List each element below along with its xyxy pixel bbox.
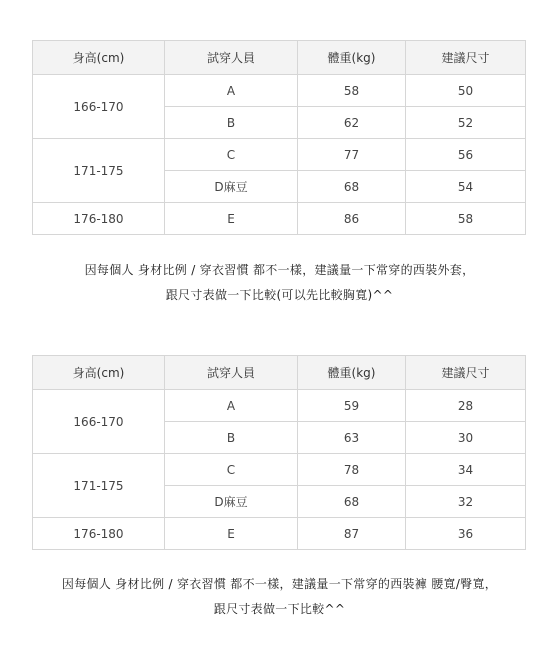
height-cell: 171-175: [33, 454, 165, 518]
person-cell: A: [165, 75, 298, 107]
table-row: [33, 518, 526, 550]
size-cell: 56: [406, 139, 526, 171]
size-cell: 58: [406, 203, 526, 235]
person-cell: E: [165, 518, 298, 550]
weight-cell: 77: [298, 139, 406, 171]
size-note-pants: [0, 572, 559, 622]
height-cell: 176-180: [33, 518, 165, 550]
height-cell: 166-170: [33, 390, 165, 454]
header-person: 試穿人員: [165, 356, 298, 390]
person-cell: D麻豆: [165, 486, 298, 518]
table-row: [33, 75, 526, 107]
size-note-jacket: [0, 258, 559, 308]
table-row: [33, 139, 526, 171]
height-cell: 166-170: [33, 75, 165, 139]
note-line: 跟尺寸表做一下比較(可以先比較胸寬)^^: [165, 288, 394, 302]
height-cell: 171-175: [33, 139, 165, 203]
header-person: 試穿人員: [165, 41, 298, 75]
size-cell: 30: [406, 422, 526, 454]
table-header-row: [33, 356, 526, 390]
weight-cell: 68: [298, 486, 406, 518]
person-cell: A: [165, 390, 298, 422]
header-height: 身高(cm): [33, 356, 165, 390]
weight-cell: 59: [298, 390, 406, 422]
person-cell: D麻豆: [165, 171, 298, 203]
table-row: [33, 203, 526, 235]
size-cell: 52: [406, 107, 526, 139]
size-cell: 54: [406, 171, 526, 203]
weight-cell: 87: [298, 518, 406, 550]
person-cell: C: [165, 454, 298, 486]
table-header-row: [33, 41, 526, 75]
weight-cell: 68: [298, 171, 406, 203]
note-line: 因每個人 身材比例 / 穿衣習慣 都不一樣，建議量一下常穿的西裝外套，: [84, 263, 475, 277]
header-weight: 體重(kg): [298, 356, 406, 390]
height-cell: 176-180: [33, 203, 165, 235]
table-row: [33, 390, 526, 422]
person-cell: B: [165, 422, 298, 454]
header-size: 建議尺寸: [406, 41, 526, 75]
weight-cell: 63: [298, 422, 406, 454]
table-row: [33, 454, 526, 486]
size-table-jacket: [32, 40, 526, 235]
size-table-pants: [32, 355, 526, 550]
header-size: 建議尺寸: [406, 356, 526, 390]
header-height: 身高(cm): [33, 41, 165, 75]
person-cell: B: [165, 107, 298, 139]
size-cell: 32: [406, 486, 526, 518]
note-line: 跟尺寸表做一下比較^^: [213, 602, 346, 616]
size-cell: 36: [406, 518, 526, 550]
weight-cell: 86: [298, 203, 406, 235]
note-line: 因每個人 身材比例 / 穿衣習慣 都不一樣，建議量一下常穿的西裝褲 腰寬/臀寬，: [61, 577, 498, 591]
size-cell: 28: [406, 390, 526, 422]
weight-cell: 78: [298, 454, 406, 486]
weight-cell: 62: [298, 107, 406, 139]
size-cell: 50: [406, 75, 526, 107]
person-cell: C: [165, 139, 298, 171]
person-cell: E: [165, 203, 298, 235]
size-cell: 34: [406, 454, 526, 486]
header-weight: 體重(kg): [298, 41, 406, 75]
weight-cell: 58: [298, 75, 406, 107]
